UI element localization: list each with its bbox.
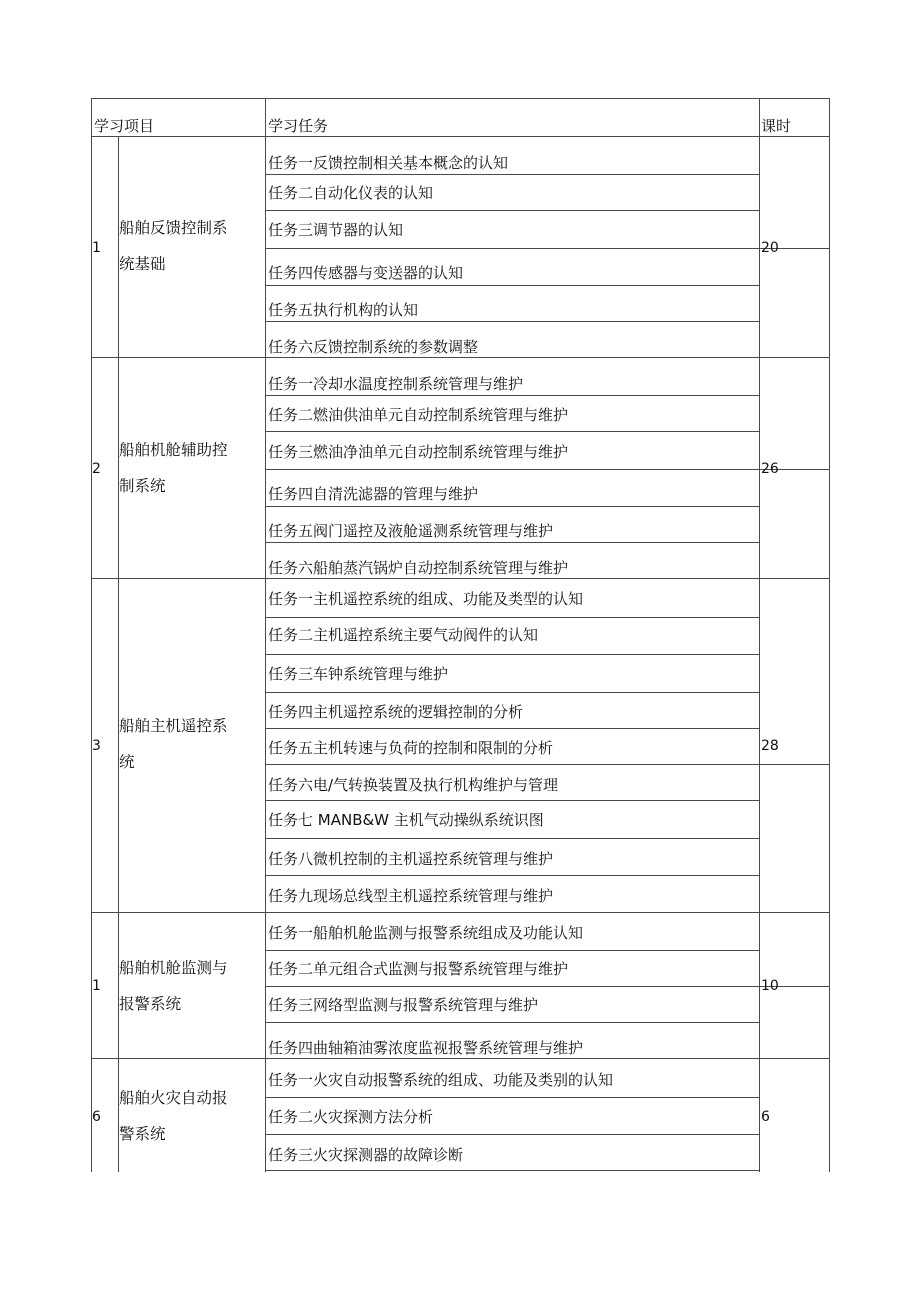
task-item: 任务八微机控制的主机遥控系统管理与维护	[268, 850, 554, 868]
task-item: 任务一主机遥控系统的组成、功能及类型的认知	[268, 590, 584, 608]
header-project: 学习项目	[94, 117, 155, 135]
row-number: 6	[92, 1109, 101, 1125]
header-hours: 课时	[761, 117, 792, 135]
task-item: 任务五阀门遥控及液舱遥测系统管理与维护	[268, 522, 554, 540]
project-name: 船舶火灾自动报 警系统	[119, 1089, 228, 1143]
task-item: 任务四传感器与变送器的认知	[268, 264, 464, 282]
row-number: 1	[92, 978, 101, 994]
task-item: 任务一反馈控制相关基本概念的认知	[268, 154, 509, 172]
task-item: 任务二火灾探测方法分析	[268, 1108, 434, 1126]
task-item: 任务四自清洗滤器的管理与维护	[268, 485, 479, 503]
task-item: 任务六船舶蒸汽锅炉自动控制系统管理与维护	[268, 559, 569, 577]
task-item: 任务四主机遥控系统的逻辑控制的分析	[268, 703, 524, 721]
task-item: 任务四曲轴箱油雾浓度监视报警系统管理与维护	[268, 1039, 584, 1057]
task-item: 任务二自动化仪表的认知	[268, 184, 434, 202]
hours-value: 20	[761, 240, 779, 256]
row-number: 3	[92, 738, 101, 754]
hours-value: 10	[761, 978, 779, 994]
task-item: 任务二燃油供油单元自动控制系统管理与维护	[268, 406, 569, 424]
task-item: 任务一船舶机舱监测与报警系统组成及功能认知	[268, 924, 584, 942]
header-task: 学习任务	[268, 117, 329, 135]
project-name: 船舶机舱辅助控 制系统	[119, 441, 228, 495]
row-number: 2	[92, 461, 101, 477]
hours-value: 6	[761, 1109, 770, 1125]
project-name: 船舶机舱监测与 报警系统	[119, 959, 228, 1013]
task-item: 任务三网络型监测与报警系统管理与维护	[268, 996, 539, 1014]
task-item: 任务三火灾探测器的故障诊断	[268, 1146, 464, 1164]
task-item: 任务三调节器的认知	[268, 221, 404, 239]
task-item: 任务五主机转速与负荷的控制和限制的分析	[268, 739, 554, 757]
task-item: 任务五执行机构的认知	[268, 301, 419, 319]
task-item: 任务六电/气转换装置及执行机构维护与管理	[268, 776, 559, 794]
hours-value: 28	[761, 738, 779, 754]
project-name: 船舶反馈控制系 统基础	[119, 219, 228, 273]
row-number: 1	[92, 240, 101, 256]
task-item: 任务一冷却水温度控制系统管理与维护	[268, 375, 524, 393]
task-item: 任务一火灾自动报警系统的组成、功能及类别的认知	[268, 1071, 614, 1089]
task-item: 任务三车钟系统管理与维护	[268, 665, 449, 683]
task-item: 任务六反馈控制系统的参数调整	[268, 338, 479, 356]
task-item: 任务三燃油净油单元自动控制系统管理与维护	[268, 443, 569, 461]
task-item: 任务二单元组合式监测与报警系统管理与维护	[268, 960, 569, 978]
task-item: 任务九现场总线型主机遥控系统管理与维护	[268, 887, 554, 905]
project-name: 船舶主机遥控系 统	[119, 717, 228, 771]
task-item: 任务七 MANB&W 主机气动操纵系统识图	[268, 811, 544, 829]
hours-value: 26	[761, 461, 779, 477]
task-item: 任务二主机遥控系统主要气动阀件的认知	[268, 626, 539, 644]
